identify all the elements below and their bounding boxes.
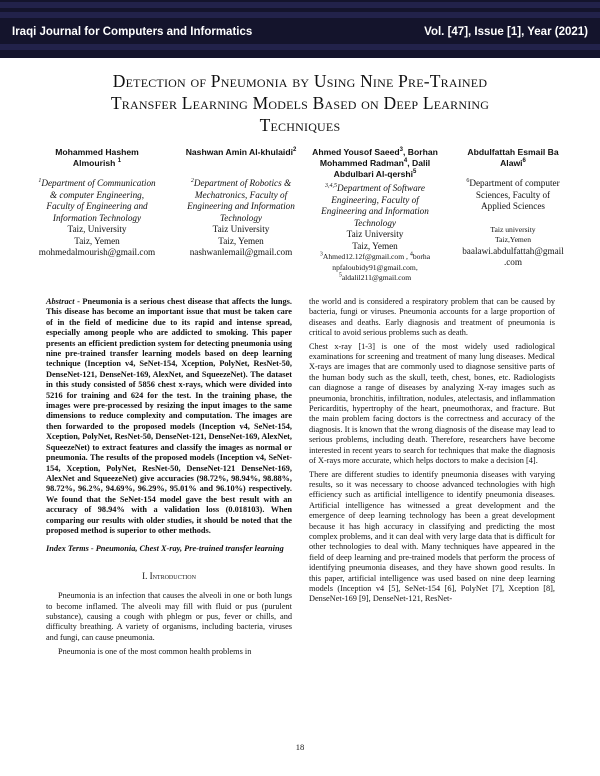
- author-block: [176, 147, 306, 259]
- author-email: $^3$Ahmed12.12f@gmail.com , $^4$borha npfaloubidy91@gmail.com, $^5$aldalil211@gmail.com: [319, 251, 431, 282]
- paper-title: [40, 70, 560, 136]
- page-number: 18: [295, 742, 305, 752]
- title-line: Techniques: [259, 115, 341, 135]
- author-city: Taiz, University: [67, 224, 127, 234]
- author-name: Abdulfattah Esmail Ba Alawi$^6$: [467, 147, 559, 168]
- author-email: baalawi.abdulfattah@gmail .com: [462, 245, 564, 267]
- author-city: Taiz university: [490, 224, 536, 234]
- author-affiliation: $^{3,4,5}$Department of Software Engineering, Faculty of Engineering and Information Technology: [321, 182, 429, 228]
- abstract: [46, 297, 292, 536]
- journal-name: Iraqi Journal for Computers and Informatics: [12, 26, 253, 38]
- paragraph: Pneumonia is one of the most common health problems in: [58, 647, 252, 657]
- author-email: nashwanlemail@gmail.com: [189, 247, 293, 257]
- left-column: [46, 297, 292, 662]
- author-name: Ahmed Yousof Saeed$^3$, Borhan Mohammed Radman$^4$, Dalil Abdulbari Al-qershi$^5$: [312, 147, 438, 179]
- author-email: mohmedalmourish@gmail.com: [38, 247, 156, 257]
- banner-stripe: [0, 12, 600, 18]
- author-affiliation: $^6$Department of computer Sciences, Faculty of Applied Sciences: [466, 177, 560, 211]
- journal-volume: Vol. [47], Issue [1], Year (2021): [424, 26, 588, 38]
- journal-banner: [0, 0, 600, 58]
- abstract-label: Abstract: [46, 297, 75, 306]
- paragraph: Chest x-ray [1-3] is one of the most widely used radiological examinations for screening and treatment of many lung diseases. Medical X-rays are images that are commonly used to diagnose sensitive parts of the human body such as the skull, teeth, chest, bones, etc. Radiologists can diagnose a range of diseases by analyzing X-ray images such as pneumonia, bronchitis, infiltration, nodules, atelectasis, and inflammation Pericarditis, hypertrophy of the heart, pneumothorax, and fracture. But the main problem facing doctors is the correctness and accuracy of the diagnosis. It is known that the wrong diagnosis of the disease may lead to serious problems, including death. Therefore, researchers have become interested in recent years to search for techniques that make the diagnosis of X-rays more accurate, which helps doctors to make a decision [4].: [309, 341, 555, 466]
- author-country: Taiz, Yemen: [218, 235, 264, 246]
- paragraph: Pneumonia is an infection that causes the alveoli in one or both lungs to become inflamed. The alveoli may fill with fluid or pus (purulent substance), causing a cough with phlegm or pus, fever or chills, and difficulty breathing. A variety of organisms, including bacteria, viruses and fungi, can cause pneumonia.: [46, 591, 292, 642]
- paragraph: the world and is considered a respiratory problem that can be caused by bacteria, fungi or viruses. Pneumonia accounts for a large proportion of diseases and deaths. Early diagnosis and treatment of pneumonia is critical to avoid serious problems such as death.: [309, 297, 555, 338]
- index-terms: Index Terms - Pneumonia, Chest X-ray, Pre-trained transfer learning: [46, 544, 284, 554]
- author-country: Taiz, Yemen: [352, 240, 398, 251]
- author-block: [308, 147, 442, 284]
- author-country: Taiz, Yemen: [74, 235, 120, 246]
- section-heading: I. Introduction: [142, 570, 196, 581]
- title-line: Transfer Learning Models Based on Deep Learning: [110, 93, 490, 113]
- banner-stripe: [0, 2, 600, 8]
- title-line: Detection of Pneumonia by Using Nine Pre-Trained: [112, 71, 488, 91]
- author-block: [34, 147, 160, 259]
- author-city: Taiz University: [346, 229, 404, 239]
- right-column: [309, 297, 555, 608]
- author-city: Taiz University: [212, 224, 270, 234]
- author-name: Nashwan Amin Al-khulaidi$^2$: [185, 147, 297, 157]
- banner-stripe: [0, 44, 600, 50]
- author-country: Taiz,Yemen: [494, 235, 532, 244]
- author-block: [450, 147, 576, 269]
- author-affiliation: $^2$Department of Robotics & Mechatronics, Faculty of Engineering and Information Technology: [187, 177, 295, 223]
- author-affiliation: $^1$Department of Communication & computer Engineering, Faculty of Engineering and Information Technology: [38, 177, 156, 223]
- author-name: Mohammed Hashem Almourish $^1$: [55, 147, 139, 168]
- paragraph: There are different studies to identify pneumonia diseases with varying results, so it was necessary to choose advanced technologies with high efficiency such as artificial intelligence to identify pneumonia diseases. Artificial intelligence has witnessed a great development and the emergence of deep learning technology has been a great development because it has high accuracy in classifying and predicting the most complex problems, and it can deal with very large data that is difficult for other technologies to deal with. Many techniques have appeared in the field of deep learning and pre-trained models that perform the process of identifying pneumonia diseases, and they have shown good results. In this paper, artificial intelligence was used based on nine deep learning models (Inception v4 [5], SeNet-154 [6], PolyNet [7], Xception [8], DenseNet-169 [9], DenseNet-121, ResNet-: [309, 469, 555, 604]
- abstract-text: - Pneumonia is a serious chest disease that affects the lungs. This disease has become an important issue that must be taken care of in the field of medicine due to its rapid and intense spread, especially among people who are addicted to smoking. This paper presents an efficient prediction system for detecting pneumonia using nine pre-trained transfer learning models based on deep learning technique (Inception v4, SeNet-154, Xception, PolyNet, ResNet-50, DenseNet-121, DenseNet-169, AlexNet, and SqueezeNet). The dataset in this study consisted of 5856 chest x-rays, which were divided into 5216 for training and 624 for the test. In the training phase, the images were pre-processed by resizing the input images to the same dimensions to reduce complexity and computation. The images are then forwarded to the proposed models (Inception v4, SeNet-154, Xception, PolyNet, ResNet-50, DenseNet-121, DenseNet-169, AlexNet, SqueezeNet) to extract features and classify the images as normal or pneumonia. The results of the proposed models (Inception v4, SeNet-154, Xception, PolyNet, ResNet-50, DenseNet-121 DenseNet-169, AlexNet and SqueezeNet) give accuracies (98.72%, 98.94%, 98.88%, 98.72%, 96.2%, 94.69%, 96.29%, 95.01% and 96.10%) respectively. We found that the SeNet-154 model gave the best result with an accuracy of 98.94% with a validation loss (0.018103). When comparing our results with older studies, it should be noted that the proposed method is superior to other methods.: [46, 297, 292, 535]
